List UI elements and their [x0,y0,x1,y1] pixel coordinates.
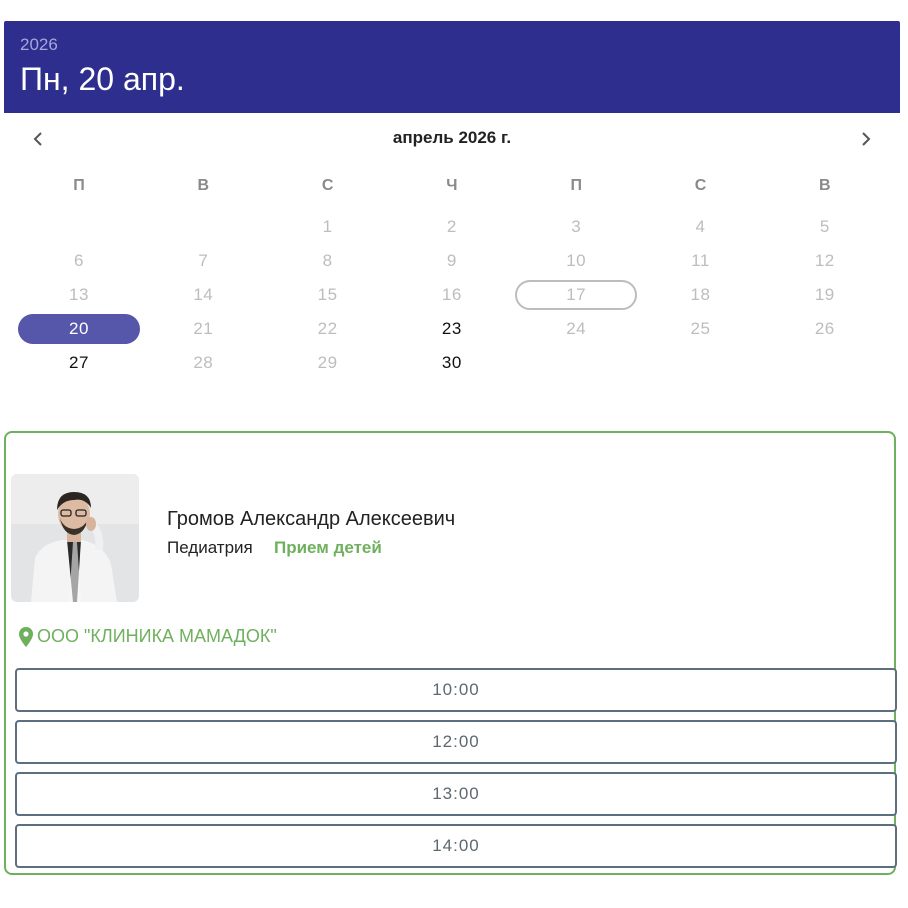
location-pin-icon [19,627,33,647]
calendar-day[interactable]: 20 [18,314,140,344]
weekday-label: В [819,177,831,194]
calendar-day: 5 [819,217,830,236]
calendar-day: 12 [814,251,835,270]
doctor-specialty: Педиатрия [167,538,253,557]
calendar-day: 15 [317,285,338,304]
time-slot-button[interactable]: 12:00 [15,720,897,764]
calendar-day: 1 [322,217,333,236]
header-date: Пн, 20 апр. [20,61,185,97]
calendar-day: 19 [814,285,835,304]
calendar-day: 25 [690,319,711,338]
doctor-tag: Прием детей [274,538,382,557]
calendar-day: 7 [198,251,209,270]
calendar-day[interactable]: 23 [441,319,462,338]
calendar-day: 18 [690,285,711,304]
calendar-day[interactable]: 27 [69,353,89,372]
calendar-day: 24 [566,319,587,338]
calendar-day: 2 [446,217,457,236]
calendar-day: 14 [193,285,214,304]
weekday-label: В [197,177,210,194]
time-slot-button[interactable]: 10:00 [15,668,897,712]
calendar-day: 3 [571,217,582,236]
weekday-header-row [17,177,887,197]
calendar-day: 4 [695,217,706,236]
calendar-day: 28 [193,353,214,372]
calendar-day: 22 [317,319,338,338]
month-label: апрель 2026 г. [392,128,512,147]
calendar-day: 6 [74,251,84,270]
doctor-name: Громов Александр Алексеевич [167,508,456,530]
doctor-photo [11,474,139,602]
calendar-day: 13 [69,285,89,304]
chevron-right-icon [861,132,871,146]
chevron-left-icon [33,132,43,146]
calendar-day: 10 [566,251,587,270]
time-slot-button[interactable]: 14:00 [15,824,897,868]
calendar-grid [17,212,887,382]
time-slot-button[interactable]: 13:00 [15,772,897,816]
clinic-location[interactable] [19,626,277,647]
weekday-label: П [570,177,582,194]
calendar-day: 17 [515,280,637,310]
header-year[interactable]: 2026 [20,35,58,54]
calendar-day: 11 [691,251,710,270]
calendar-day: 26 [814,319,835,338]
clinic-name: ООО "КЛИНИКА МАМАДОК" [37,626,277,646]
next-month-button[interactable] [853,126,879,152]
calendar-day: 29 [317,353,338,372]
calendar-day: 16 [441,285,462,304]
calendar-day[interactable]: 30 [441,353,462,372]
calendar-day: 9 [446,251,457,270]
calendar-day: 21 [193,319,214,338]
calendar-day: 8 [322,251,333,270]
weekday-label: С [694,177,707,194]
weekday-label: П [73,177,85,194]
weekday-label: С [321,177,334,194]
date-header [4,21,900,113]
weekday-label: Ч [446,177,458,194]
prev-month-button[interactable] [25,126,51,152]
